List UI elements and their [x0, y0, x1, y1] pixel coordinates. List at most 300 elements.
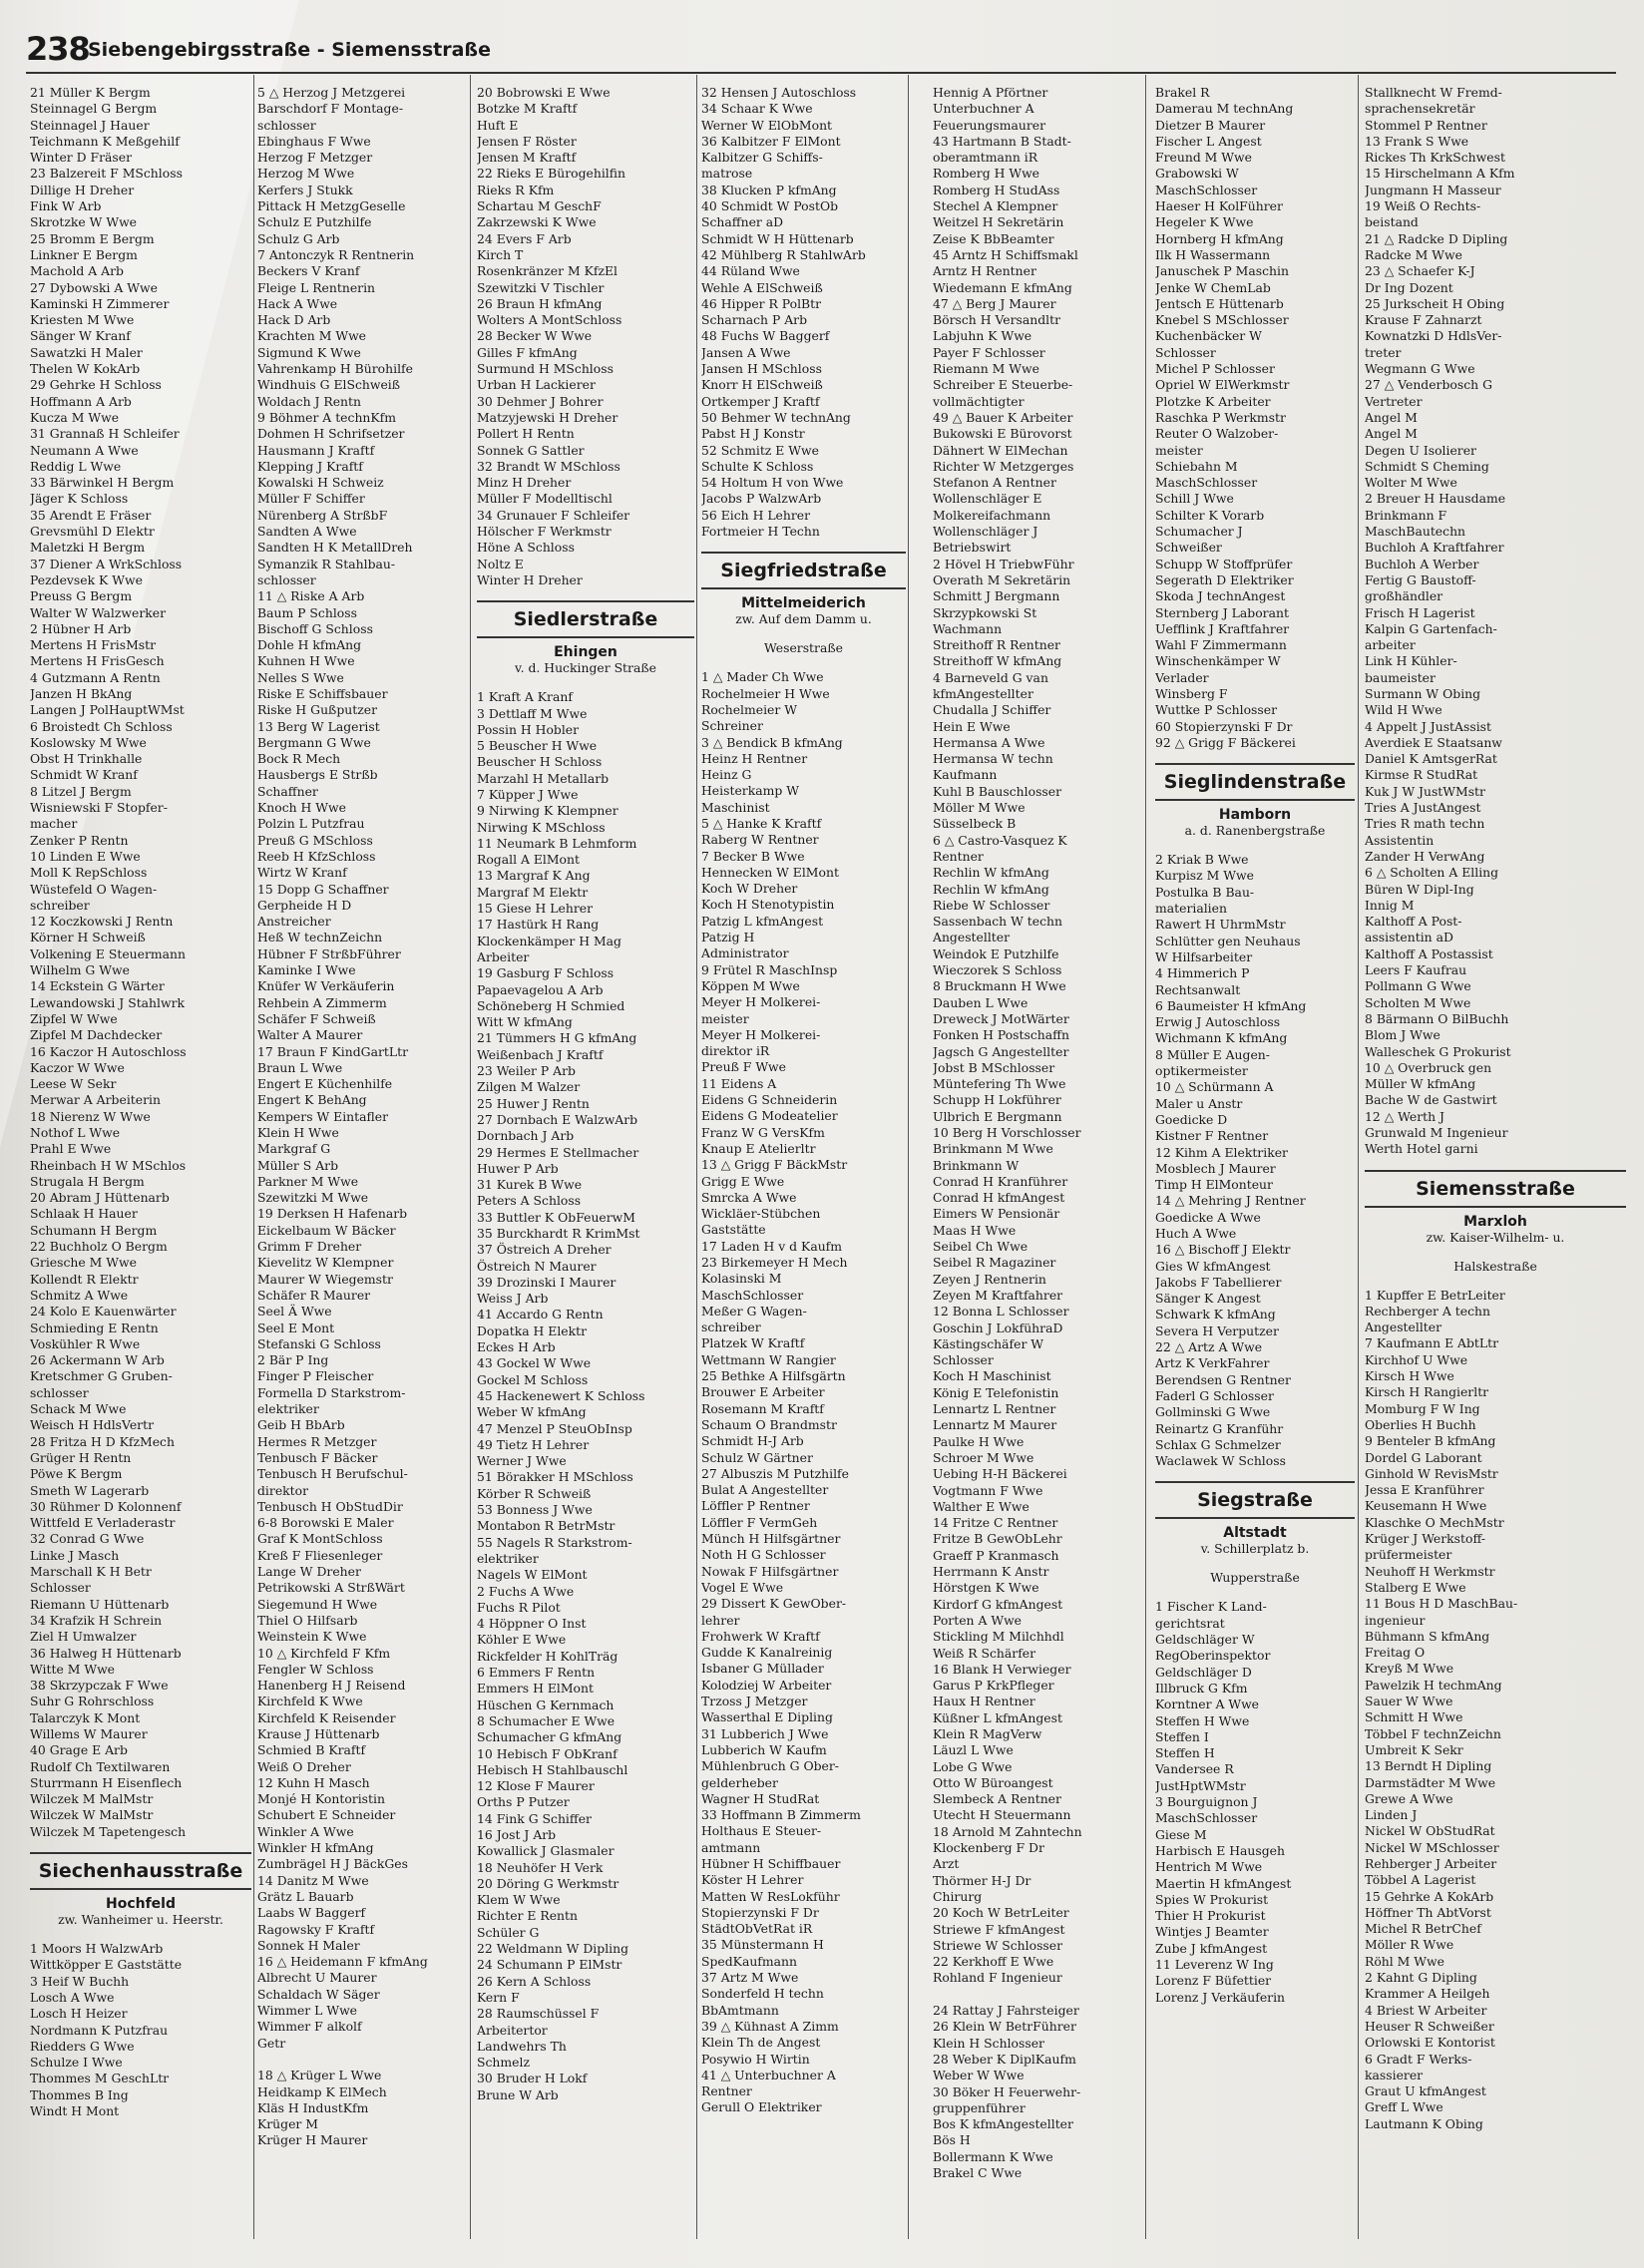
resident-entry: Lennartz M Maurer — [933, 1417, 1057, 1433]
resident-entry: Huft E — [477, 117, 519, 133]
resident-entry: Wahl F Zimmermann — [1155, 637, 1287, 653]
resident-entry: elektriker — [257, 1401, 319, 1417]
street-heading: Siedlerstraße — [477, 600, 694, 638]
resident-entry: Sawatzki H Maler — [30, 344, 143, 360]
resident-entry: Wasserthal E Dipling — [701, 1709, 833, 1725]
resident-entry: Eidens G Schneiderin — [701, 1092, 838, 1108]
house-number-entry: 13 Berndt H Dipling — [1365, 1758, 1492, 1774]
resident-entry: Kirdorf G kfmAngest — [933, 1596, 1063, 1612]
house-number-entry: 60 Stopierzynski F Dr — [1155, 718, 1293, 734]
resident-entry: Ginhold W RevisMstr — [1365, 1465, 1498, 1481]
resident-entry: Surmann W Obing — [1365, 685, 1481, 701]
resident-entry: Brinkmann M Wwe — [933, 1141, 1053, 1157]
resident-entry: Wickläer-Stübchen — [701, 1206, 821, 1222]
resident-entry: Koch W Dreher — [701, 881, 798, 897]
resident-entry: Brinkmann F — [1365, 507, 1447, 523]
resident-entry: Zander H VerwAng — [1365, 848, 1485, 864]
resident-entry: Teichmann K Meßgehilf — [30, 133, 180, 149]
house-number-entry: 31 Kurek B Wwe — [477, 1177, 583, 1193]
resident-entry: Knorr H ElSchweiß — [701, 377, 823, 393]
resident-entry: Moll K RepSchloss — [30, 865, 148, 881]
house-number-entry: 22 Weldmann W Dipling — [477, 1941, 629, 1957]
resident-entry: Rosemann M Kraftf — [701, 1400, 824, 1416]
resident-entry: Arzt — [933, 1856, 960, 1872]
house-number-entry: 6 Gradt F Werks- — [1365, 2051, 1472, 2067]
house-number-entry: 3 Bourguignon J — [1155, 1794, 1258, 1810]
resident-entry: Pollmann G Wwe — [1365, 978, 1471, 994]
resident-entry: Heinz G — [701, 767, 752, 783]
resident-entry: König E Telefonistin — [933, 1384, 1059, 1400]
resident-entry: Steinnagel G Bergm — [30, 101, 158, 117]
house-number-entry: 27 Dybowski A Wwe — [30, 279, 158, 295]
house-number-entry: 26 Braun H kfmAng — [477, 295, 603, 311]
resident-entry: Sänger K Angest — [1155, 1291, 1261, 1307]
house-number-entry: 23 Balzereit F MSchloss — [30, 166, 183, 182]
house-number-entry: 28 Becker W Wwe — [477, 328, 593, 344]
resident-entry: Erwig J Autoschloss — [1155, 1014, 1281, 1030]
resident-entry: Mertens H FrisGesch — [30, 653, 165, 669]
resident-entry: Kreyß M Wwe — [1365, 1661, 1454, 1677]
resident-entry: Werner J Wwe — [477, 1453, 567, 1469]
resident-entry: Kern F — [477, 1989, 520, 2005]
resident-entry: Zeyen J Rentnerin — [933, 1271, 1046, 1287]
resident-entry: Reinartz G Kranführ — [1155, 1420, 1284, 1436]
resident-entry: Neuhoff H Werkmstr — [1365, 1563, 1495, 1579]
resident-entry: Kaminski H Zimmerer — [30, 295, 170, 311]
resident-entry: Sonnek G Sattler — [477, 442, 585, 458]
resident-entry: Krause F Zahnarzt — [1365, 312, 1482, 328]
resident-entry: Goschin J LokführaD — [933, 1320, 1063, 1335]
resident-entry: Hübner H Schiffbauer — [701, 1855, 841, 1871]
house-number-entry: 10 △ Kirchfeld F Kfm — [257, 1645, 391, 1661]
resident-entry: Thiel O Hilfsarb — [257, 1612, 358, 1628]
resident-entry: Hebisch H Stahlbauschl — [477, 1761, 628, 1777]
street-range: a. d. Ranenbergstraße — [1184, 823, 1326, 839]
resident-entry: MaschSchlosser — [1155, 182, 1258, 197]
resident-entry: Kriesten M Wwe — [30, 312, 135, 328]
house-number-entry: 10 Berg H Vorschlosser — [933, 1125, 1081, 1140]
resident-entry: Schmidt H-J Arb — [701, 1433, 804, 1449]
house-number-entry: 1 △ Mader Ch Wwe — [701, 669, 824, 685]
resident-entry: Meyer H Molkerei- — [701, 1026, 821, 1042]
resident-entry: Romberg H StudAss — [933, 182, 1060, 197]
house-number-entry: 25 Bethke A Hilfsgärtn — [701, 1368, 846, 1384]
resident-entry: Dr Ing Dozent — [1365, 279, 1453, 295]
house-number-entry: 18 Nierenz W Wwe — [30, 1108, 151, 1124]
column-divider — [253, 75, 254, 2239]
resident-entry: Marschall K H Betr — [30, 1564, 152, 1580]
resident-entry: Wittfeld E Verladerastr — [30, 1515, 176, 1531]
resident-entry: Krause J Hüttenarb — [257, 1725, 380, 1741]
resident-entry: Kirmse R StudRat — [1365, 767, 1478, 783]
resident-entry: Brouwer E Arbeiter — [701, 1384, 825, 1400]
resident-entry: Merwar A Arbeiterin — [30, 1092, 161, 1108]
resident-entry: Jungmann H Masseur — [1365, 182, 1501, 197]
resident-entry: Otto W Büroangest — [933, 1774, 1053, 1790]
house-number-entry: 9 Benteler B kfmAng — [1365, 1433, 1496, 1449]
resident-entry: Jansen H MSchloss — [701, 361, 822, 377]
resident-entry: Gudde K Kanalreinig — [701, 1645, 833, 1661]
resident-entry: JustHptWMstr — [1155, 1777, 1246, 1793]
resident-entry: Möller R Wwe — [1365, 1937, 1454, 1953]
house-number-entry: 24 Evers F Arb — [477, 230, 572, 246]
resident-entry: Illbruck G Kfm — [1155, 1680, 1248, 1696]
resident-entry: Stallknecht W Fremd- — [1365, 85, 1502, 100]
resident-entry: Fink W Arb — [30, 198, 102, 214]
resident-entry: Köster H Lehrer — [701, 1872, 804, 1888]
resident-entry: Thommes B Ing — [30, 2086, 129, 2102]
resident-entry: Köppen M Wwe — [701, 977, 800, 993]
resident-entry: Gilles F kfmAng — [477, 344, 578, 360]
house-number-entry: 49 Tietz H Lehrer — [477, 1436, 590, 1452]
resident-entry: Arntz H Rentner — [933, 263, 1036, 279]
resident-entry: Rentner — [933, 848, 984, 864]
house-number-entry: 16 Jost J Arb — [477, 1826, 557, 1842]
resident-entry: Raberg W Rentner — [701, 832, 819, 848]
resident-entry: Östreich N Maurer — [477, 1258, 597, 1274]
house-number-entry: 8 Bärmann O BilBuchh — [1365, 1010, 1509, 1026]
resident-entry: Münch H Hilfsgärtner — [701, 1531, 841, 1547]
resident-entry: Riske H Gußputzer — [257, 702, 378, 718]
house-number-entry: 2 Breuer H Hausdame — [1365, 491, 1506, 507]
resident-entry: Vahrenkamp H Bürohilfe — [257, 361, 413, 377]
resident-entry: Mühlenbruch G Ober- — [701, 1758, 839, 1774]
resident-entry: Radcke M Wwe — [1365, 246, 1462, 262]
house-number-entry: 7 Kaufmann E AbtLtr — [1365, 1335, 1499, 1351]
resident-entry: Maertin H kfmAngest — [1155, 1875, 1292, 1891]
resident-entry: Eimers W Pensionär — [933, 1206, 1060, 1222]
resident-entry: Dohmen H Schrifsetzer — [257, 426, 405, 442]
resident-entry: Linkner E Bergm — [30, 246, 138, 262]
resident-entry: Postulka B Bau- — [1155, 884, 1255, 900]
resident-entry: oberamtmann iR — [933, 150, 1038, 166]
resident-entry: Wollenschläger E — [933, 491, 1042, 507]
resident-entry: Weber W Wwe — [933, 2068, 1025, 2083]
resident-entry: Kirsch H Rangierltr — [1365, 1384, 1489, 1400]
resident-entry: Papaevagelou A Arb — [477, 981, 604, 997]
resident-entry: Utecht H Steuermann — [933, 1807, 1071, 1823]
house-number-entry: 9 Böhmer A technKfm — [257, 409, 397, 425]
resident-entry: Ziel H Umwalzer — [30, 1629, 137, 1645]
resident-entry: Frisch H Lagerist — [1365, 604, 1475, 620]
street-range: zw. Wanheimer u. Heerstr. — [58, 1912, 223, 1928]
resident-entry: Severa H Verputzer — [1155, 1323, 1279, 1338]
resident-entry: Kuhl B Bauschlosser — [933, 783, 1062, 799]
resident-entry: Müller S Arb — [257, 1157, 339, 1173]
resident-entry: schreiber — [701, 1320, 761, 1335]
house-number-entry: 25 Jurkscheit H Obing — [1365, 295, 1505, 311]
resident-entry: Ulbrich E Bergmann — [933, 1108, 1062, 1124]
resident-entry: Skoda J technAngest — [1155, 588, 1286, 604]
resident-entry: Zakrzewski K Wwe — [477, 214, 597, 230]
house-number-entry: 4 Appelt J JustAssist — [1365, 718, 1492, 734]
resident-entry: Riemann M Wwe — [933, 361, 1039, 377]
resident-entry: Finger P Fleischer — [257, 1368, 374, 1384]
resident-entry: Müller F Modelltischl — [477, 491, 613, 507]
resident-entry: Willems W Maurer — [30, 1725, 148, 1741]
resident-entry: Steffen H Wwe — [1155, 1712, 1250, 1728]
resident-entry: Walter A Maurer — [257, 1027, 363, 1043]
resident-entry: Schaum O Brandmstr — [701, 1416, 837, 1432]
resident-entry: Tries R math techn — [1365, 816, 1485, 832]
resident-entry: Knaup E Atelierltr — [701, 1140, 816, 1156]
resident-entry: Dreweck J MotWärter — [933, 1010, 1069, 1026]
resident-entry: Schlosser — [933, 1352, 994, 1368]
house-number-entry: 20 Koch W BetrLeiter — [933, 1905, 1069, 1921]
resident-entry: Jessa E Kranführer — [1365, 1482, 1484, 1498]
resident-entry: Raschka P Werkmstr — [1155, 409, 1286, 425]
resident-entry: Momburg F W Ing — [1365, 1400, 1480, 1416]
house-number-entry: 16 Blank H Verwieger — [933, 1661, 1071, 1677]
resident-entry: Schartau M GeschF — [477, 198, 602, 214]
resident-entry: Jacobs P WalzwArb — [701, 491, 822, 507]
resident-entry: Sigmund K Wwe — [257, 344, 361, 360]
resident-entry: Knebel S MSchlosser — [1155, 312, 1289, 328]
resident-entry: vollmächtigter — [933, 393, 1025, 409]
resident-entry: Janzen H BkAng — [30, 685, 133, 701]
house-number-entry: 2 Fuchs A Wwe — [477, 1583, 575, 1599]
house-number-entry: 12 △ Werth J — [1365, 1108, 1445, 1124]
resident-entry: Tries A JustAngest — [1365, 800, 1481, 816]
resident-entry: Getr — [257, 2035, 286, 2051]
resident-entry: Thelen W KokArb — [30, 361, 141, 377]
resident-entry: Wilczek M MalMstr — [30, 1791, 154, 1807]
house-number-entry: 5 △ Herzog J Metzgerei — [257, 85, 406, 100]
resident-entry: Zeise K BbBeamter — [933, 230, 1054, 246]
house-number-entry: 33 Bärwinkel H Bergm — [30, 475, 175, 491]
resident-entry: Pollert H Rentn — [477, 426, 575, 442]
resident-entry: Schmitz A Wwe — [30, 1287, 129, 1303]
resident-entry: Lorenz F Büfettier — [1155, 1973, 1272, 1989]
resident-entry: Fuchs R Pilot — [477, 1599, 561, 1615]
resident-entry: Reeb H KfzSchloss — [257, 848, 376, 864]
resident-entry: Walther E Wwe — [933, 1498, 1029, 1514]
house-number-entry: 37 Diener A WrkSchloss — [30, 556, 183, 571]
resident-entry: Schilter K Vorarb — [1155, 507, 1265, 523]
resident-entry: Klein R MagVerw — [933, 1725, 1042, 1741]
resident-entry: Huch A Wwe — [1155, 1226, 1237, 1241]
resident-entry: Vogtmann F Wwe — [933, 1482, 1043, 1498]
resident-entry: kfmAngestellter — [933, 685, 1033, 701]
resident-entry: Sturrmann H Eisenflech — [30, 1774, 183, 1790]
house-number-entry: 45 Arntz H Schiffsmakl — [933, 246, 1078, 262]
resident-entry: direktor iR — [701, 1043, 770, 1059]
resident-entry: Schöneberg H Schmied — [477, 997, 625, 1013]
house-number-entry: 27 Albuszis M Putzhilfe — [701, 1465, 849, 1481]
resident-entry: Assistentin — [1365, 832, 1435, 848]
resident-entry: Herrmann K Anstr — [933, 1564, 1049, 1580]
resident-entry: Kästingschäfer W — [933, 1335, 1044, 1351]
resident-entry: Seibel Ch Wwe — [933, 1239, 1028, 1255]
resident-entry: Patzig H — [701, 930, 755, 945]
resident-entry: Többel F technZeichn — [1365, 1725, 1501, 1741]
house-number-entry: 15 Hirschelmann A Kfm — [1365, 166, 1515, 182]
resident-entry: Klein Th de Angest — [701, 2035, 821, 2051]
resident-entry: Bos K kfmAngestellter — [933, 2116, 1073, 2132]
street-heading: Siegfriedstraße — [701, 552, 906, 589]
house-number-entry: 23 Birkemeyer H Mech — [701, 1255, 848, 1270]
resident-entry: Zenker P Rentn — [30, 832, 129, 848]
house-number-entry: 10 Linden E Wwe — [30, 848, 141, 864]
resident-entry: Heinz H Rentner — [701, 750, 808, 766]
resident-entry: Neumann A Wwe — [30, 442, 139, 458]
house-number-entry: 15 Gehrke A KokArb — [1365, 1888, 1494, 1904]
resident-entry: schreiber — [30, 897, 90, 913]
resident-entry: Bock R Mech — [257, 751, 341, 767]
resident-entry: schlosser — [30, 1384, 89, 1400]
resident-entry: Goedicke A Wwe — [1155, 1209, 1261, 1225]
resident-entry: Barschdorf F Montage- — [257, 101, 404, 117]
resident-entry: Lennartz L Rentner — [933, 1401, 1056, 1417]
resident-entry: Fertig G Baustoff- — [1365, 571, 1476, 587]
house-number-entry: 14 Fritze C Rentner — [933, 1515, 1058, 1531]
resident-entry: Kalthoff A Post- — [1365, 914, 1462, 930]
house-number-entry: 53 Bonness J Wwe — [477, 1502, 593, 1518]
house-number-entry: 23 Weiler P Arb — [477, 1063, 576, 1079]
house-number-entry: 33 Hoffmann B Zimmerm — [701, 1807, 861, 1823]
resident-entry: Giese M — [1155, 1826, 1207, 1842]
resident-entry: StädtObVetRat iR — [701, 1921, 813, 1937]
resident-entry: Grunwald M Ingenieur — [1365, 1125, 1508, 1140]
resident-entry: Sauer W Wwe — [1365, 1694, 1453, 1709]
resident-entry: Seibel R Magaziner — [933, 1255, 1056, 1271]
resident-entry: Schreiner — [701, 718, 763, 734]
house-number-entry: 48 Fuchs W Baggerf — [701, 328, 830, 344]
house-number-entry: 6 △ Scholten A Elling — [1365, 865, 1499, 881]
resident-entry: Nürenberg A StrßbF — [257, 507, 388, 523]
resident-entry: beistand — [1365, 214, 1419, 230]
resident-entry: Haux H Rentner — [933, 1694, 1035, 1709]
resident-entry: Franz W G VersKfm — [701, 1124, 825, 1140]
house-number-entry: 2 Bär P Ing — [257, 1352, 329, 1368]
resident-entry: Graut U kfmAngest — [1365, 2083, 1486, 2099]
resident-entry: Bös H — [933, 2132, 971, 2148]
house-number-entry: 23 △ Schaefer K-J — [1365, 263, 1475, 279]
resident-entry: Arbeitertor — [477, 2022, 548, 2038]
house-number-entry: 39 △ Kühnast A Zimm — [701, 2018, 839, 2034]
resident-entry: Goedicke D — [1155, 1111, 1228, 1127]
resident-entry: Schulze I Wwe — [30, 2055, 123, 2071]
resident-entry: MaschSchlosser — [1155, 475, 1258, 491]
resident-entry: Schroer M Wwe — [933, 1449, 1034, 1465]
resident-entry: Reuter O Walzober- — [1155, 426, 1279, 442]
resident-entry: Volkening E Steuermann — [30, 945, 186, 961]
resident-entry: Geldschläger D — [1155, 1664, 1252, 1680]
house-number-entry: 6 Baumeister H kfmAng — [1155, 997, 1307, 1013]
resident-entry: kassierer — [1365, 2067, 1424, 2082]
resident-entry: Bergmann G Wwe — [257, 734, 371, 750]
resident-entry: Smrcka A Wwe — [701, 1189, 797, 1205]
resident-entry: Dähnert W ElMechan — [933, 442, 1068, 458]
resident-entry: Schupp H Lokführer — [933, 1092, 1061, 1108]
house-number-entry: 2 Kriak B Wwe — [1155, 852, 1249, 868]
resident-entry: Nowak F Hilfsgärtner — [701, 1563, 839, 1579]
district-name: Hochfeld — [105, 1896, 176, 1913]
resident-entry: Haeser H KolFührer — [1155, 198, 1283, 214]
resident-entry: Gaststätte — [701, 1222, 766, 1238]
resident-entry: Umbreit K Sekr — [1365, 1741, 1463, 1757]
resident-entry: Garus P KrkPfleger — [933, 1678, 1054, 1694]
resident-entry: Schill J Wwe — [1155, 491, 1234, 507]
resident-entry: Bischoff G Schloss — [257, 620, 373, 636]
house-number-entry: 40 Grage E Arb — [30, 1742, 128, 1758]
resident-entry: Segerath D Elektriker — [1155, 571, 1294, 587]
resident-entry: Parkner M Wwe — [257, 1173, 359, 1189]
resident-entry: Artz K VerkFahrer — [1155, 1355, 1270, 1371]
house-number-entry: 31 Lubberich J Wwe — [701, 1725, 829, 1741]
house-number-entry: 3 Dettlaff M Wwe — [477, 705, 588, 721]
resident-entry: Hoffmann A Arb — [30, 393, 132, 409]
resident-entry: Winschenkämper W — [1155, 653, 1281, 669]
resident-entry: Possin H Hobler — [477, 721, 580, 737]
resident-entry: Linke J Masch — [30, 1547, 120, 1563]
resident-entry: Grabowski W — [1155, 166, 1239, 182]
resident-entry: Weber W kfmAng — [477, 1404, 587, 1420]
resident-entry: Wilczek W MalMstr — [30, 1807, 154, 1823]
house-number-entry: 44 Rüland Wwe — [701, 263, 800, 279]
column-1 — [30, 85, 251, 2239]
resident-entry: Graf K MontSchloss — [257, 1531, 383, 1547]
resident-entry: Winkler H kfmAng — [257, 1840, 374, 1856]
house-number-entry: 30 Bruder H Lokf — [477, 2071, 588, 2086]
resident-entry: Angestellter — [1365, 1320, 1442, 1335]
resident-entry: Riedders G Wwe — [30, 2038, 135, 2054]
house-number-entry: 8 Müller E Augen- — [1155, 1046, 1270, 1062]
resident-entry: Schmidt S Cheming — [1365, 458, 1489, 474]
resident-entry: Slembeck A Rentner — [933, 1791, 1061, 1807]
resident-entry: direktor — [257, 1482, 309, 1498]
resident-entry: Weitzel H Sekretärin — [933, 214, 1064, 230]
resident-entry: Gollminski G Wwe — [1155, 1404, 1271, 1420]
resident-entry: Prahl E Wwe — [30, 1141, 112, 1157]
resident-entry: Weisch H HdlsVertr — [30, 1417, 155, 1433]
resident-entry: Rawert H UhrmMstr — [1155, 917, 1286, 933]
house-number-entry: 32 Hensen J Autoschloss — [701, 85, 857, 100]
house-number-entry: 4 Höppner O Inst — [477, 1616, 587, 1632]
house-number-entry: 37 Östreich A Dreher — [477, 1242, 612, 1258]
resident-entry: Arbeiter — [477, 948, 530, 964]
resident-entry: Graeff P Kranmasch — [933, 1547, 1059, 1563]
house-number-entry: 42 Mühlberg R StahlwArb — [701, 246, 866, 262]
resident-entry: Bukowski E Bürovorst — [933, 426, 1072, 442]
resident-entry: Harbisch E Hausgeh — [1155, 1842, 1285, 1858]
resident-entry: Krammer A Heilgeh — [1365, 1986, 1490, 2002]
resident-entry: Losch H Heizer — [30, 2006, 128, 2022]
resident-entry: Peters A Schloss — [477, 1193, 582, 1209]
resident-entry: Körner H Schweiß — [30, 930, 146, 945]
house-number-entry: 35 Münstermann H — [701, 1937, 824, 1953]
resident-entry: Fischer L Angest — [1155, 133, 1262, 149]
house-number-entry: 16 Kaczor H Autoschloss — [30, 1043, 187, 1059]
resident-entry: Nagels W ElMont — [477, 1567, 588, 1583]
resident-entry: Grätz L Bauarb — [257, 1888, 354, 1904]
resident-entry: Eckes H Arb — [477, 1339, 556, 1355]
house-number-entry: 20 Bobrowski E Wwe — [477, 85, 611, 100]
resident-entry: Bulat A Angestellter — [701, 1482, 829, 1498]
resident-entry: Mosblech J Maurer — [1155, 1160, 1276, 1176]
house-number-entry: 7 Antonczyk R Rentnerin — [257, 246, 415, 262]
resident-entry: Freund M Wwe — [1155, 150, 1252, 166]
house-number-entry: 12 Koczkowski J Rentn — [30, 914, 174, 930]
house-number-entry: 28 Raumschüssel F — [477, 2006, 600, 2022]
resident-entry: Vandersee R — [1155, 1761, 1234, 1777]
resident-entry: Gies W kfmAngest — [1155, 1258, 1271, 1274]
resident-entry: Kerfers J Stukk — [257, 182, 353, 197]
resident-entry: Walleschek G Prokurist — [1365, 1043, 1511, 1059]
resident-entry: Sonderfeld H techn — [701, 1986, 824, 2002]
house-number-entry: 10 △ Overbruck gen — [1365, 1059, 1492, 1075]
resident-entry: Unterbuchner A — [933, 101, 1034, 117]
